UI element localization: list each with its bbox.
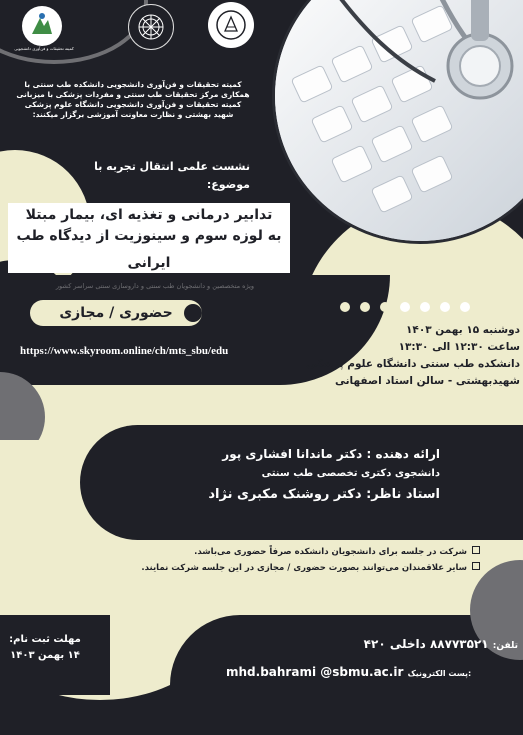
presenter-role: دانشجوی دکتری تخصصی طب سنتی (261, 468, 440, 479)
topic-line: به لوزه سوم و سینوزیت از دیدگاه طب (16, 228, 282, 244)
university-logo-icon (208, 2, 254, 48)
event-date: دوشنبه ۱۵ بهمن ۱۴۰۳ (406, 324, 520, 336)
event-time: ساعت ۱۲:۳۰ الی ۱۳:۳۰ (398, 341, 520, 353)
event-place: دانشکده طب سنتی دانشگاه علوم پزشکی (306, 358, 520, 370)
deadline-block (6, 632, 84, 664)
decor-dot (460, 302, 470, 312)
research-committee-logo-icon (22, 6, 62, 46)
note-item (80, 560, 480, 576)
note-text: سایر علاقمندان می‌توانند بصورت حضوری / مجازی در این جلسه شرکت نمایند. (141, 563, 467, 573)
contact-email-row (226, 665, 521, 679)
decor-dot (360, 302, 370, 312)
deadline-date: ۱۴ بهمن ۱۴۰۳ (10, 650, 80, 661)
audience-text: ویژه متخصصین و دانشجویان طب سنتی و داروسازی سنتی سراسر کشور (55, 282, 255, 290)
organizer-text (8, 80, 258, 120)
org-line: کمیته تحقیقات و فن‌آوری دانشجویی دانشگاه علوم پزشکی (24, 100, 242, 109)
checkbox-icon (472, 562, 480, 570)
event-hall: شهیدبهشتی - سالن استاد اصفهانی (334, 375, 520, 387)
supervisor-name: استاد ناظر: دکتر روشنک مکبری نژاد (208, 487, 440, 502)
org-line: شهید بهشتی و نظارت معاونت آموزشی برگزار میکنند: (32, 110, 234, 119)
deadline-label: مهلت ثبت نام: (9, 634, 81, 645)
org-line: کمیته تحقیقات و فن‌آوری دانشجویی دانشکده طب سنتی با (24, 80, 242, 89)
medical-school-logo-icon (128, 4, 174, 50)
email-address[interactable]: mhd.bahrami @sbmu.ac.ir (226, 665, 404, 679)
decor-dot (380, 302, 390, 312)
session-subject-label: موضوع: (206, 178, 250, 191)
decor-dot (420, 302, 430, 312)
mode-badge (30, 300, 202, 326)
presenter-name: ارائه دهنده : دکتر ماندانا افشاری پور (222, 447, 440, 461)
badge-dot (184, 304, 202, 322)
notes-list (80, 544, 480, 576)
phone-number: ۸۸۷۷۳۵۲۱ داخلی ۴۲۰ (363, 637, 489, 651)
logo-caption: کمیته تحقیقات و فن‌آوری دانشجویی (14, 46, 74, 51)
contact-phone-row (280, 637, 518, 651)
topic-line: تدابیر درمانی و تغذیه ای، بیمار مبتلا (25, 207, 273, 223)
checkbox-icon (472, 546, 480, 554)
topic-line-3: ایرانی (127, 255, 171, 271)
decor-dot (58, 496, 68, 506)
decor-dot (58, 456, 68, 466)
note-text: شرکت در جلسه برای دانشجویان دانشکده صرفاً حضوری می‌باشد. (194, 547, 467, 557)
email-label: پست الکترونیک: (407, 669, 472, 678)
session-title: نشست علمی انتقال تجربه با (94, 160, 250, 173)
decor-dot (58, 476, 68, 486)
mode-badge-label: حضوری / مجازی (59, 305, 173, 321)
skyroom-link[interactable]: https://www.skyroom.online/ch/mts_sbu/edu (20, 345, 229, 357)
org-line: همکاری مرکز تحقیقات طب سنتی و مفردات پزشکی با میزبانی (16, 90, 250, 99)
stethoscope-keyboard-image (272, 0, 523, 244)
schedule-block (295, 322, 520, 390)
decor-dot (340, 302, 350, 312)
decor-dot (400, 302, 410, 312)
decor-dot (440, 302, 450, 312)
phone-label: تلفن: (492, 641, 518, 651)
speaker-block (130, 443, 440, 507)
note-item (80, 544, 480, 560)
